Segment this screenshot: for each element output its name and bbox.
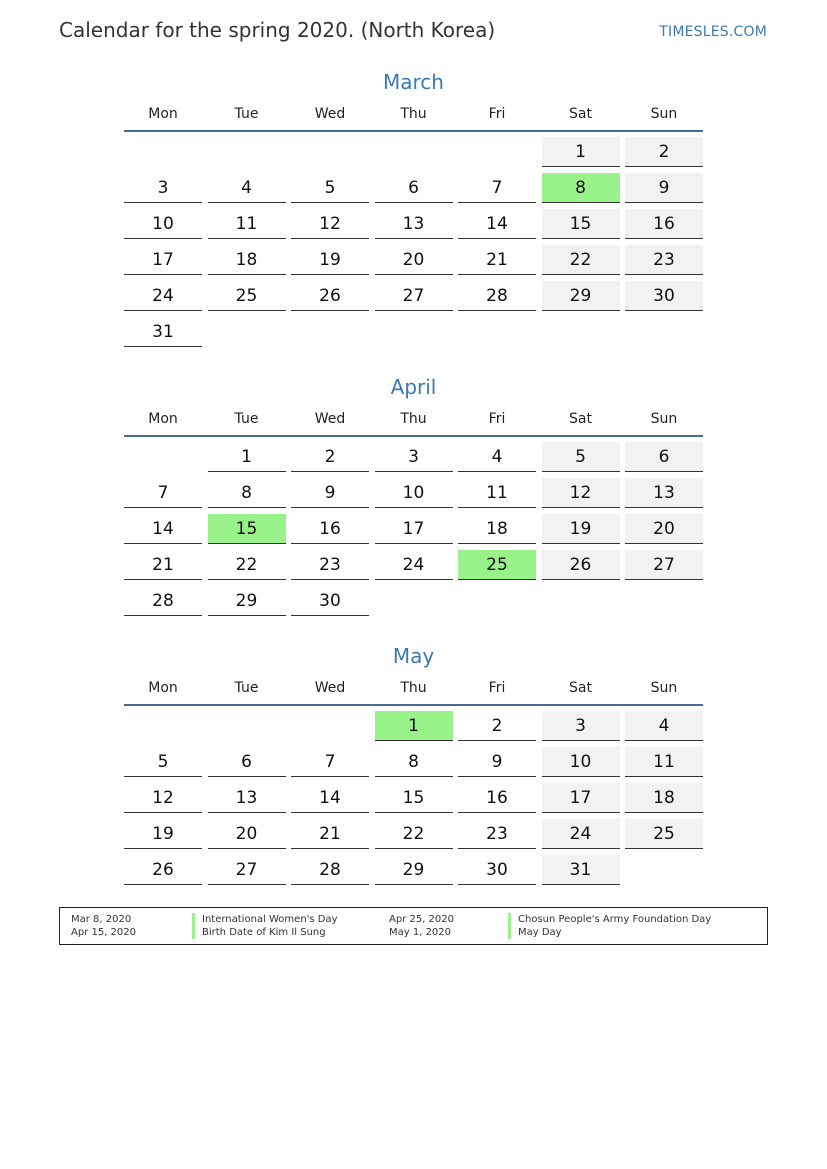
day-cell-7: 7 [124, 478, 202, 508]
day-cell-14: 14 [291, 783, 369, 813]
day-cell-7: 7 [458, 173, 536, 203]
day-cell-2: 2 [625, 137, 703, 167]
day-grid [124, 137, 703, 347]
month-title: May [392, 644, 435, 668]
day-cell-16: 16 [458, 783, 536, 813]
day-cell-17: 17 [375, 514, 453, 544]
weekday-header [124, 678, 703, 704]
day-cell-23: 23 [291, 550, 369, 580]
header-rule [124, 435, 703, 437]
day-cell-26: 26 [542, 550, 620, 580]
day-cell-23: 23 [458, 819, 536, 849]
weekday-wed: Wed [314, 106, 346, 122]
holiday-legend [59, 907, 768, 945]
day-cell-4: 4 [625, 711, 703, 741]
weekday-wed: Wed [314, 411, 346, 427]
day-cell-1: 1 [208, 442, 286, 472]
day-cell-5: 5 [542, 442, 620, 472]
day-cell-10: 10 [124, 209, 202, 239]
weekday-fri: Fri [488, 680, 506, 696]
day-cell-3: 3 [124, 173, 202, 203]
day-cell-22: 22 [375, 819, 453, 849]
day-cell-29: 29 [208, 586, 286, 616]
day-cell-21: 21 [124, 550, 202, 580]
weekday-tue: Tue [234, 411, 259, 427]
day-cell-19: 19 [542, 514, 620, 544]
day-cell-22: 22 [542, 245, 620, 275]
month-april [124, 373, 703, 616]
day-cell-28: 28 [458, 281, 536, 311]
day-grid [124, 711, 703, 885]
day-cell-9: 9 [625, 173, 703, 203]
day-cell-1: 1 [375, 711, 453, 741]
day-cell-30: 30 [625, 281, 703, 311]
day-cell-12: 12 [124, 783, 202, 813]
header-rule [124, 704, 703, 706]
day-cell-9: 9 [458, 747, 536, 777]
month-title: March [383, 70, 444, 94]
day-cell-12: 12 [291, 209, 369, 239]
legend-date: Mar 8, 2020 [71, 914, 132, 925]
day-cell-8: 8 [375, 747, 453, 777]
day-cell-9: 9 [291, 478, 369, 508]
day-cell-5: 5 [291, 173, 369, 203]
day-cell-5: 5 [124, 747, 202, 777]
day-cell-8: 8 [208, 478, 286, 508]
day-cell-11: 11 [625, 747, 703, 777]
day-cell-28: 28 [291, 855, 369, 885]
day-cell-27: 27 [375, 281, 453, 311]
day-cell-25: 25 [208, 281, 286, 311]
day-cell-10: 10 [375, 478, 453, 508]
day-cell-29: 29 [542, 281, 620, 311]
day-cell-29: 29 [375, 855, 453, 885]
day-cell-6: 6 [208, 747, 286, 777]
day-cell-3: 3 [375, 442, 453, 472]
day-cell-15: 15 [542, 209, 620, 239]
legend-date: Apr 25, 2020 [389, 914, 455, 925]
day-cell-27: 27 [625, 550, 703, 580]
day-cell-18: 18 [458, 514, 536, 544]
weekday-sun: Sun [650, 106, 678, 122]
weekday-thu: Thu [400, 680, 427, 696]
day-cell-28: 28 [124, 586, 202, 616]
day-cell-25: 25 [458, 550, 536, 580]
weekday-sun: Sun [650, 680, 678, 696]
day-cell-31: 31 [124, 317, 202, 347]
legend-holiday-name: International Women's Day [192, 913, 338, 926]
day-cell-19: 19 [291, 245, 369, 275]
day-cell-17: 17 [124, 245, 202, 275]
day-cell-12: 12 [542, 478, 620, 508]
weekday-fri: Fri [488, 411, 506, 427]
day-cell-14: 14 [458, 209, 536, 239]
weekday-header [124, 409, 703, 435]
weekday-thu: Thu [400, 106, 427, 122]
day-cell-15: 15 [375, 783, 453, 813]
day-cell-22: 22 [208, 550, 286, 580]
day-cell-19: 19 [124, 819, 202, 849]
day-cell-15: 15 [208, 514, 286, 544]
legend-date: Apr 15, 2020 [71, 927, 137, 938]
weekday-sun: Sun [650, 411, 678, 427]
day-cell-4: 4 [458, 442, 536, 472]
day-grid [124, 442, 703, 616]
day-cell-13: 13 [375, 209, 453, 239]
day-cell-24: 24 [542, 819, 620, 849]
month-may [124, 642, 703, 885]
weekday-tue: Tue [234, 106, 259, 122]
day-cell-11: 11 [208, 209, 286, 239]
day-cell-13: 13 [625, 478, 703, 508]
day-cell-24: 24 [375, 550, 453, 580]
day-cell-27: 27 [208, 855, 286, 885]
day-cell-4: 4 [208, 173, 286, 203]
day-cell-21: 21 [458, 245, 536, 275]
header-rule [124, 130, 703, 132]
day-cell-16: 16 [625, 209, 703, 239]
day-cell-30: 30 [291, 586, 369, 616]
day-cell-11: 11 [458, 478, 536, 508]
day-cell-26: 26 [124, 855, 202, 885]
day-cell-18: 18 [208, 245, 286, 275]
weekday-header [124, 104, 703, 130]
day-cell-31: 31 [542, 855, 620, 885]
day-cell-10: 10 [542, 747, 620, 777]
weekday-mon: Mon [148, 411, 178, 427]
day-cell-26: 26 [291, 281, 369, 311]
weekday-sat: Sat [569, 411, 592, 427]
day-cell-1: 1 [542, 137, 620, 167]
day-cell-13: 13 [208, 783, 286, 813]
month-title: April [390, 375, 437, 399]
day-cell-24: 24 [124, 281, 202, 311]
weekday-sat: Sat [569, 680, 592, 696]
month-march [124, 68, 703, 347]
day-cell-18: 18 [625, 783, 703, 813]
day-cell-23: 23 [625, 245, 703, 275]
page-title: Calendar for the spring 2020. (North Korea) [59, 18, 496, 42]
day-cell-20: 20 [375, 245, 453, 275]
legend-date: May 1, 2020 [389, 927, 452, 938]
day-cell-8: 8 [542, 173, 620, 203]
day-cell-7: 7 [291, 747, 369, 777]
weekday-fri: Fri [488, 106, 506, 122]
weekday-thu: Thu [400, 411, 427, 427]
legend-holiday-name: May Day [508, 926, 562, 939]
day-cell-25: 25 [625, 819, 703, 849]
day-cell-16: 16 [291, 514, 369, 544]
day-cell-2: 2 [291, 442, 369, 472]
weekday-sat: Sat [569, 106, 592, 122]
legend-holiday-name: Birth Date of Kim Il Sung [192, 926, 326, 939]
day-cell-20: 20 [208, 819, 286, 849]
day-cell-30: 30 [458, 855, 536, 885]
day-cell-6: 6 [625, 442, 703, 472]
day-cell-20: 20 [625, 514, 703, 544]
weekday-tue: Tue [234, 680, 259, 696]
weekday-mon: Mon [148, 680, 178, 696]
weekday-wed: Wed [314, 680, 346, 696]
day-cell-6: 6 [375, 173, 453, 203]
day-cell-14: 14 [124, 514, 202, 544]
day-cell-3: 3 [542, 711, 620, 741]
day-cell-17: 17 [542, 783, 620, 813]
day-cell-2: 2 [458, 711, 536, 741]
day-cell-21: 21 [291, 819, 369, 849]
legend-holiday-name: Chosun People's Army Foundation Day [508, 913, 711, 926]
weekday-mon: Mon [148, 106, 178, 122]
brand-link[interactable]: TIMESLES.COM [659, 24, 767, 40]
